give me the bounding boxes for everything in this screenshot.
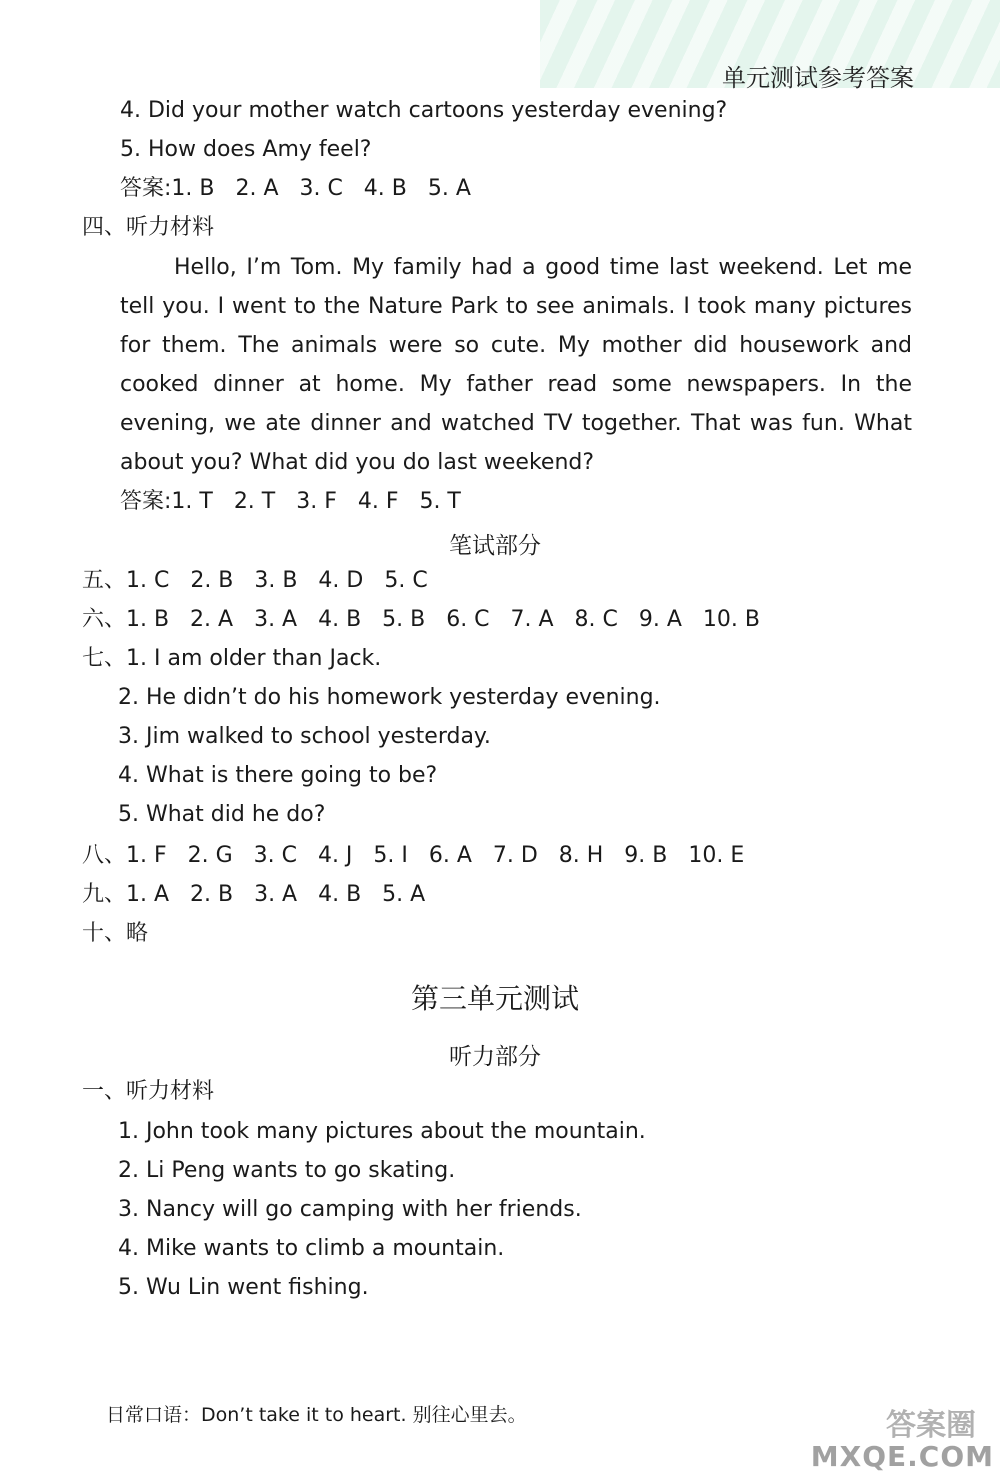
answer-line: 五、1. C 2. B 3. B 4. D 5. C <box>82 568 428 593</box>
question-line: 4. Did your mother watch cartoons yesterday evening? <box>120 98 728 123</box>
section-title: 听力部分 <box>449 1044 541 1070</box>
section-title: 笔试部分 <box>449 533 541 559</box>
list-item: 4. Mike wants to climb a mountain. <box>118 1236 505 1261</box>
answer-line: 4. What is there going to be? <box>118 763 438 788</box>
list-item: 3. Nancy will go camping with her friends. <box>118 1197 582 1222</box>
answer-line: 十、略 <box>82 921 149 946</box>
watermark-url: MXQE.COM <box>810 1440 994 1473</box>
list-item: 5. Wu Lin went fishing. <box>118 1275 369 1300</box>
list-item: 2. Li Peng wants to go skating. <box>118 1158 456 1183</box>
answer-line: 六、1. B 2. A 3. A 4. B 5. B 6. C 7. A 8. C 9. A 10. B <box>82 607 760 632</box>
question-line: 5. How does Amy feel? <box>120 137 372 162</box>
page-header-title: 单元测试参考答案 <box>722 64 914 92</box>
paragraph-line: cooked dinner at home. My father read some newspapers. In the <box>120 372 912 397</box>
paragraph-line: evening, we ate dinner and watched TV together. That was fun. What <box>120 411 912 436</box>
answer-line: 2. He didn’t do his homework yesterday evening. <box>118 685 661 710</box>
section-heading: 一、听力材料 <box>82 1079 215 1104</box>
watermark-logo: 答案圈 <box>886 1408 976 1443</box>
section-heading: 四、听力材料 <box>82 215 215 240</box>
paragraph-line: Hello, I’m Tom. My family had a good time last weekend. Let me <box>174 255 912 280</box>
list-item: 1. John took many pictures about the mountain. <box>118 1119 646 1144</box>
paragraph-line: about you? What did you do last weekend? <box>120 450 595 475</box>
answer-line: 八、1. F 2. G 3. C 4. J 5. I 6. A 7. D 8. H 9. B 10. E <box>82 843 745 868</box>
answer-line: 七、1. I am older than Jack. <box>82 646 382 671</box>
answer-line: 5. What did he do? <box>118 802 326 827</box>
answer-line: 答案:1. T 2. T 3. F 4. F 5. T <box>120 489 461 514</box>
answer-line: 九、1. A 2. B 3. A 4. B 5. A <box>82 882 426 907</box>
answer-line: 答案:1. B 2. A 3. C 4. B 5. A <box>120 176 471 201</box>
unit-title: 第三单元测试 <box>410 982 579 1015</box>
footer-tip: 日常口语：Don’t take it to heart. 别往心里去。 <box>106 1404 527 1426</box>
answer-line: 3. Jim walked to school yesterday. <box>118 724 491 749</box>
paragraph-line: for them. The animals were so cute. My mother did housework and <box>120 333 912 358</box>
paragraph-line: tell you. I went to the Nature Park to see animals. I took many pictures <box>120 294 912 319</box>
